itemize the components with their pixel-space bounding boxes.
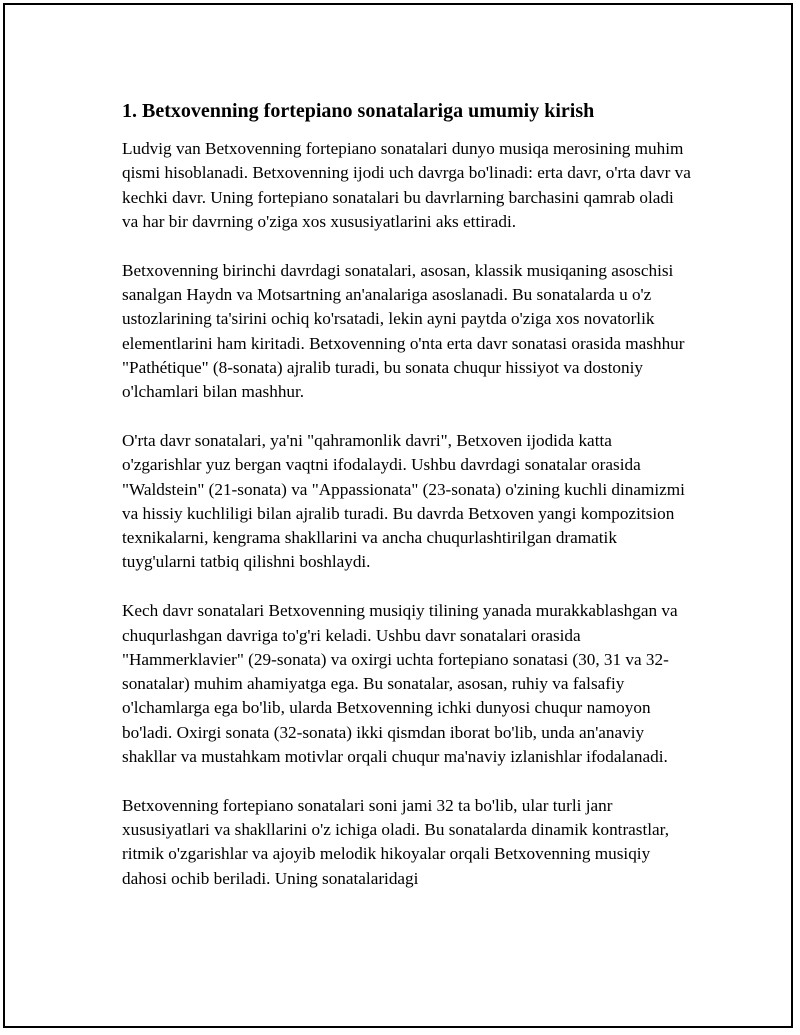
- document-body: [122, 97, 692, 916]
- paragraph-summary: Betxovenning fortepiano sonatalari soni jami 32 ta bo'lib, ular turli janr xususiyatlari va shakllarini o'z ichiga oladi. Bu sonatalarda dinamik kontrastlar, ritmik o'zgarishlar va ajoyib melodik hikoyalar orqali Betxovenning musiqiy dahosi ochib beriladi. Uning sonatalaridagi: [122, 795, 670, 888]
- paragraph-intro: Ludvig van Betxovenning fortepiano sonatalari dunyo musiqa merosining muhim qismi hisoblanadi. Betxovenning ijodi uch davrga bo'linadi: erta davr, o'rta davr va kechki davr. Uning fortepiano sonatalari bu davrlarning barchasini qamrab oladi va har bir davrning o'ziga xos xususiyatlarini aks ettiradi.: [122, 139, 691, 231]
- page-frame: [3, 3, 793, 1028]
- paragraph-middle-period: O'rta davr sonatalari, ya'ni "qahramonlik davri", Betxoven ijodida katta o'zgarishlar yuz bergan vaqtni ifodalaydi. Ushbu davrdagi sonatalar orasida "Waldstein" (21-sonata) va "Appassionata" (23-sonata) o'zining kuchli dinamizmi va hissiy kuchliligi bilan ajralib turadi. Bu davrda Betxoven yangi kompozitsion texnikalarni, kengrama shakllarini va ancha chuqurlashtirilgan dramatik tuyg'ularni tatbiq qilishni boshlaydi.: [122, 430, 685, 572]
- paragraph-early-period: Betxovenning birinchi davrdagi sonatalari, asosan, klassik musiqaning asoschisi sanalgan Haydn va Motsartning an'analariga asoslanadi. Bu sonatalarda u o'z ustozlarining ta'sirini ochiq ko'rsatadi, lekin ayni paytda o'ziga xos novatorlik elementlarini ham kiritadi. Betxovenning o'nta erta davr sonatasi orasida mashhur "Pathétique" (8-sonata) ajralib turadi, bu sonata chuqur hissiyot va dostoniy o'lchamlari bilan mashhur.: [122, 260, 685, 402]
- section-heading: 1. Betxovenning fortepiano sonatalariga umumiy kirish: [122, 100, 595, 122]
- paragraph-late-period: Kech davr sonatalari Betxovenning musiqiy tilining yanada murakkablashgan va chuqurlashgan davriga to'g'ri keladi. Ushbu davr sonatalari orasida "Hammerklavier" (29-sonata) va oxirgi uchta fortepiano sonatasi (30, 31 va 32-sonatalar) muhim ahamiyatga ega. Bu sonatalar, asosan, ruhiy va falsafiy o'lchamlarga ega bo'lib, ularda Betxovenning ichki dunyosi chuqur namoyon bo'ladi. Oxirgi sonata (32-sonata) ikki qismdan iborat bo'lib, unda an'anaviy shakllar va mustahkam motivlar orqali chuqur ma'naviy izlanishlar ifodalanadi.: [122, 601, 678, 767]
